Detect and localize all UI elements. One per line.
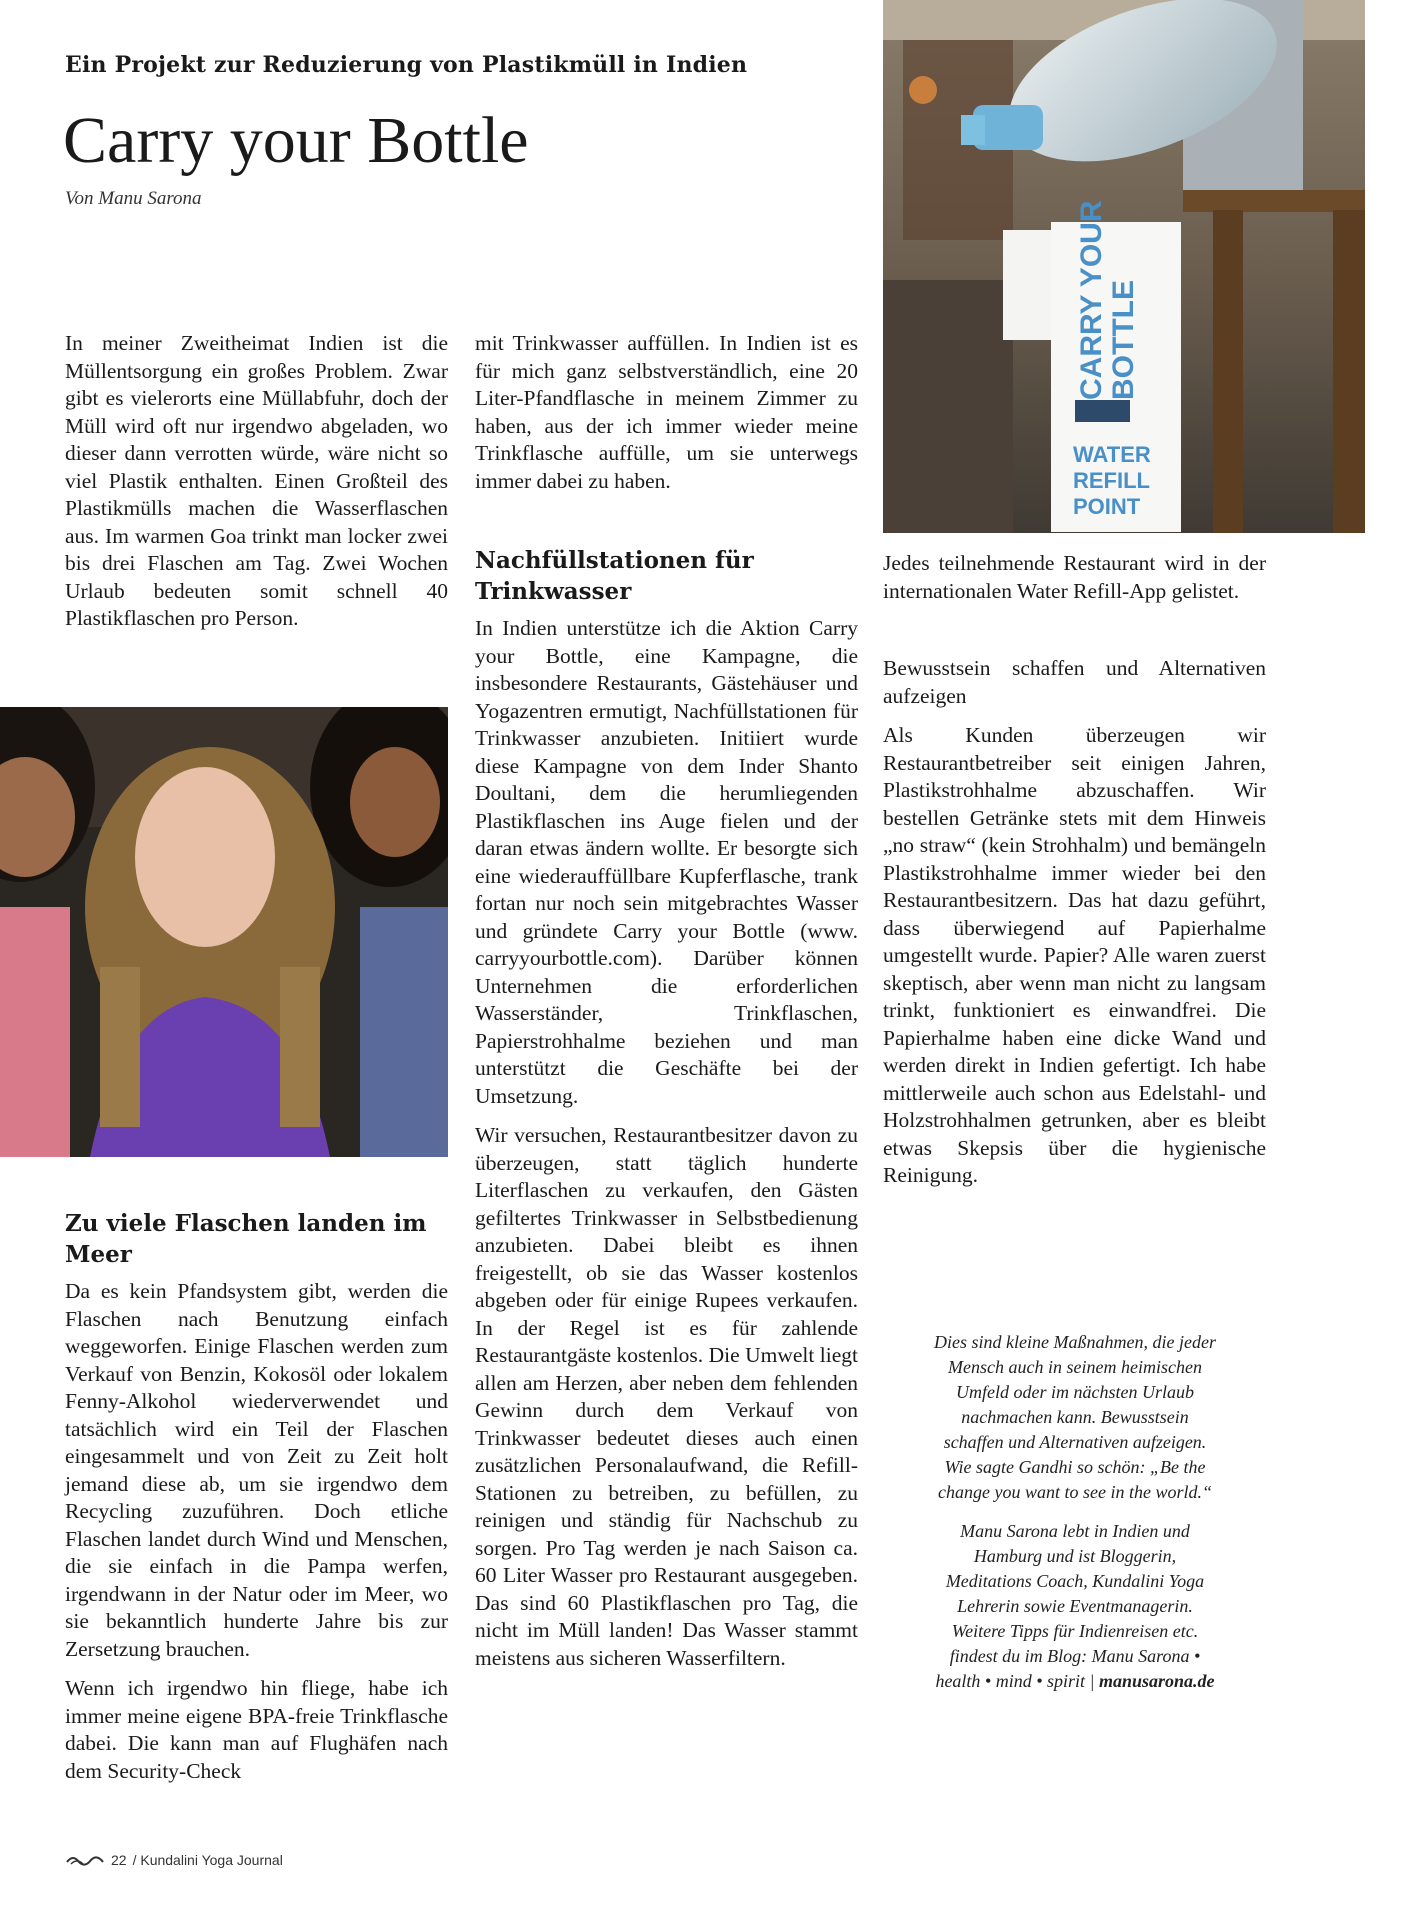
- poster-text: REFILL: [1073, 468, 1150, 493]
- section-heading: Zu viele Flaschen landen im Meer: [65, 1210, 427, 1268]
- poster-text: CARRY YOUR: [1075, 200, 1108, 400]
- poster-text: BOTTLE: [1107, 280, 1140, 400]
- paragraph: mit Trinkwasser auffüllen. In Indien ist es für mich ganz selbstverständlich, eine 20 Liter-Pfandflasche in meinem Zimmer zu haben, aus der ich immer wieder meine Trinkflasche auffülle, um sie unterwegs immer dabei zu haben.: [475, 331, 858, 493]
- kicker: Ein Projekt zur Reduzierung von Plastikmüll in Indien: [65, 52, 748, 78]
- column-2: [475, 330, 858, 1684]
- column-3: [883, 550, 1266, 1202]
- quote-text: Dies sind kleine Maßnahmen, die jeder Mensch auch in seinem heimischen Umfeld oder im nächsten Urlaub nachmachen kann. Bewusstsein schaffen und Alternativen aufzeigen. Wie sagte Gandhi so schön: „Be the change you want to see in the world.“: [934, 1332, 1216, 1502]
- author-bio-text: Manu Sarona lebt in Indien und Hamburg und ist Bloggerin, Meditations Coach, Kundalini Yoga Lehrerin sowie Eventmanagerin. Weitere Tipps für Indienreisen etc. findest du im Blog: Manu Sarona • health • mind • spirit |: [935, 1521, 1205, 1691]
- paragraph: Wenn ich irgendwo hin fliege, habe ich immer meine eigene BPA-freie Trinkflasche dabei. Die kann man auf Flughäfen nach dem Security-Check: [65, 1676, 448, 1783]
- intro-paragraph: In meiner Zweitheimat Indien ist die Müllentsorgung ein großes Problem. Zwar gibt es vielerorts eine Müllabfuhr, doch der Müll wird oft nur irgendwo abgeladen, wo dieser dann verrotten würde, wäre nicht so viel Plastik enthalten. Einen Großteil des Plastikmülls machen die Wasserflaschen aus. Im warmen Goa trinkt man locker zwei bis drei Flaschen am Tag. Zwei Wochen Urlaub bedeuten somit schnell 40 Plastikflaschen pro Person.: [65, 331, 448, 630]
- column-1-lower: [65, 1208, 448, 1797]
- blog-link[interactable]: manusarona.de: [1099, 1671, 1215, 1691]
- selfie-photo: [0, 707, 448, 1157]
- page-footer: [65, 1852, 283, 1868]
- refill-station-photo: [883, 0, 1365, 533]
- pull-quote: [930, 1330, 1220, 1708]
- byline: Von Manu Sarona: [65, 188, 202, 209]
- subhead: Bewusstsein schaffen und Alternativen aufzeigen: [883, 656, 1266, 708]
- photo-caption: Jedes teilnehmende Restaurant wird in der internationalen Water Refill-App gelistet.: [883, 551, 1266, 603]
- section-heading: Nachfüllstationen für Trinkwasser: [475, 547, 754, 605]
- journal-name: / Kundalini Yoga Journal: [132, 1852, 283, 1868]
- paragraph: Da es kein Pfandsystem gibt, werden die Flaschen nach Benutzung einfach weggeworfen. Einige Flaschen werden zum Verkauf von Benzin, Kokosöl oder lokalem Fenny-Alkohol wiederverwendet und tatsächlich wird ein Teil der Flaschen eingesammelt und von Zeit zu Zeit holt jemand diese ab, um sie irgendwo dem Recycling zuzuführen. Doch etliche Flaschen landet durch Wind und Menschen, die sie einfach in die Pampa werfen, irgendwann in der Natur oder im Meer, wo sie bekanntlich hunderte Jahre bis zur Zersetzung brauchen.: [65, 1279, 448, 1661]
- paragraph: In Indien unterstütze ich die Aktion Carry your Bottle, eine Kampagne, die insbesondere Restaurants, Gästehäuser und Yogazentren ermutigt, Nachfüllstationen für Trinkwasser anzubieten. Initiiert wurde diese Kampagne von dem Inder Shanto Doultani, dem die herumliegenden Plastikflaschen ins Auge fielen und der daran etwas ändern wollte. Er besorgte sich eine wiederauffüllbare Kupferflasche, trank fortan nur noch sein mitgebrachtes Wasser und gründete Carry your Bottle (www. carryyourbottle.com). Darüber können Unternehmen die erforderlichen Wasserständer, Trinkflaschen, Papierstrohhalme beziehen und man unterstützt die Geschäfte bei der Umsetzung.: [475, 616, 858, 1108]
- poster-text: POINT: [1073, 494, 1141, 519]
- wave-ornament-icon: [65, 1852, 105, 1868]
- paragraph: Als Kunden überzeugen wir Restaurantbetreiber seit einigen Jahren, Plastikstrohhalme abzuschaffen. Wir bestellen Getränke stets mit dem Hinweis „no straw“ (kein Strohhalm) und bemängeln Plastikstrohhalme immer wieder bei den Restaurantbesitzern. Das hat dazu geführt, dass überwiegend auf Papierhalme umgestellt wurde. Papier? Alle waren zuerst skeptisch, aber wenn man nicht zu langsam trinkt, funktioniert es einwandfrei. Die Papierhalme haben eine dicke Wand und werden direkt in Indien gefertigt. Ich habe mittlerweile auch schon aus Edelstahl- und Holzstrohhalmen getrunken, aber es bleibt etwas Skepsis über die hygienische Reinigung.: [883, 723, 1266, 1187]
- page-number: 22: [111, 1852, 127, 1868]
- author-bio: [930, 1519, 1220, 1694]
- poster-text: WATER: [1073, 442, 1151, 467]
- page-title: Carry your Bottle: [63, 104, 529, 177]
- paragraph: Wir versuchen, Restaurantbesitzer davon zu überzeugen, statt täglich hunderte Literflaschen zu verkaufen, den Gästen gefiltertes Trinkwasser in Selbstbedienung anzubieten. Dabei bleibt es ihnen freigestellt, ob sie das Wasser kostenlos abgeben oder für einige Rupees verkaufen. In der Regel ist es für zahlende Restaurantgäste kostenlos. Die Umwelt liegt allen am Herzen, aber neben dem fehlenden Gewinn durch dem Verkauf von Trinkwasser bedeutet dieses auch einen zusätzlichen Personalaufwand, die Refill-Stationen zu betreiben, zu befüllen, zu reinigen und ständig für Nachschub zu sorgen. Pro Tag werden je nach Saison ca. 60 Liter Wasser pro Restaurant ausgegeben. Das sind 60 Plastikflaschen pro Tag, die nicht im Müll landen! Das Wasser stammt meistens aus sicheren Wasserfiltern.: [475, 1123, 858, 1670]
- column-1: [65, 330, 448, 645]
